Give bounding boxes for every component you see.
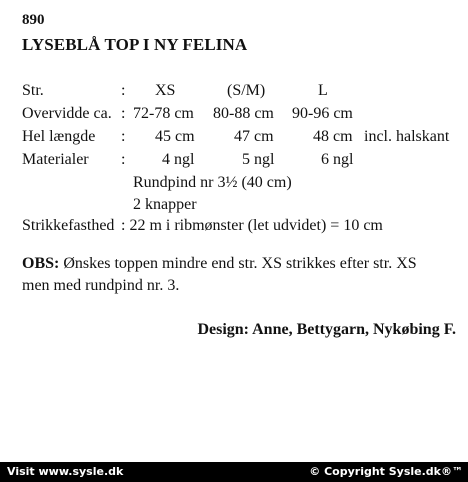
spec-label-gauge: Strikkefasthed xyxy=(22,217,115,234)
width-sm: 80-88 cm xyxy=(213,105,274,122)
materials-sm: 5 ngl xyxy=(242,151,275,168)
design-credit: Design: Anne, Bettygarn, Nykøbing F. xyxy=(197,321,456,338)
obs-text-2: men med rundpind nr. 3. xyxy=(22,277,180,294)
footer-bar xyxy=(0,462,468,482)
spec-colon: : xyxy=(121,151,126,168)
pattern-title: LYSEBLÅ TOP I NY FELINA xyxy=(22,35,248,54)
footer-copyright: © Copyright Sysle.dk®™ xyxy=(309,465,463,478)
obs-line-2 xyxy=(22,275,179,297)
gauge-text: : 22 m i ribmønster (let udvidet) = 10 cm xyxy=(121,217,383,234)
length-l: 48 cm xyxy=(313,128,353,145)
spec-row-gauge xyxy=(0,215,468,237)
materials-buttons: 2 knapper xyxy=(133,196,197,213)
spec-row-size xyxy=(0,80,468,102)
obs-label: OBS: xyxy=(22,255,60,272)
spec-colon: : xyxy=(121,128,126,145)
size-xs: XS xyxy=(155,82,176,99)
width-xs: 72-78 cm xyxy=(133,105,194,122)
spec-colon: : xyxy=(121,82,126,99)
obs-line-1 xyxy=(22,253,417,275)
materials-extra-buttons xyxy=(0,194,468,216)
spec-label-length: Hel længde xyxy=(22,128,96,145)
materials-extra-needle xyxy=(0,172,468,194)
size-sm: (S/M) xyxy=(227,82,266,99)
length-note: incl. halskant xyxy=(364,128,450,145)
materials-l: 6 ngl xyxy=(321,151,354,168)
spec-label-materials: Materialer xyxy=(22,151,89,168)
spec-row-materials xyxy=(0,149,468,171)
spec-label-width: Overvidde ca. xyxy=(22,105,112,122)
materials-xs: 4 ngl xyxy=(162,151,195,168)
spec-label-size: Str. xyxy=(22,82,44,99)
spec-row-width xyxy=(0,103,468,125)
length-sm: 47 cm xyxy=(234,128,274,145)
size-l: L xyxy=(318,82,328,99)
materials-needle: Rundpind nr 3½ (40 cm) xyxy=(133,174,292,191)
spec-colon: : xyxy=(121,105,126,122)
length-xs: 45 cm xyxy=(155,128,195,145)
obs-text-1: Ønskes toppen mindre end str. XS strikkes efter str. XS xyxy=(59,255,417,272)
width-l: 90-96 cm xyxy=(292,105,353,122)
pattern-number: 890 xyxy=(22,12,45,28)
spec-row-length xyxy=(0,126,468,148)
footer-visit-link[interactable]: Visit www.sysle.dk xyxy=(7,465,124,478)
